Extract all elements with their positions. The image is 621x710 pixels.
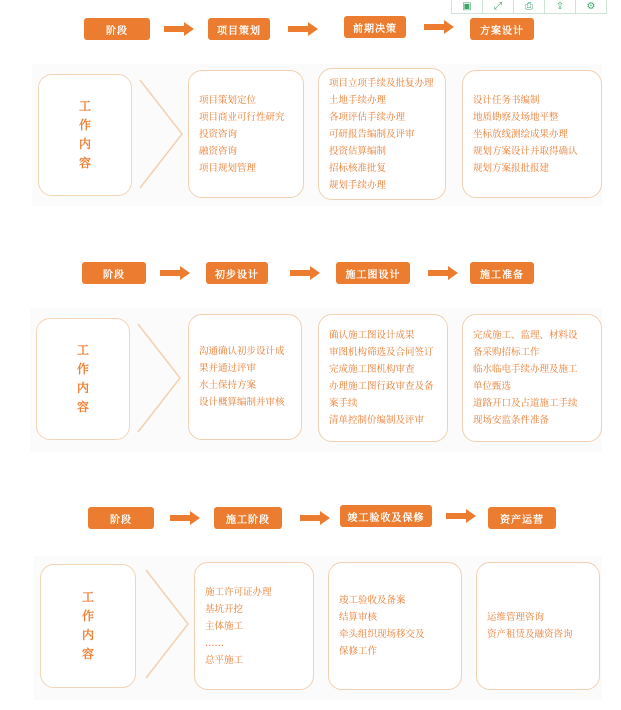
print-icon[interactable]: ⎙ [514,0,545,14]
arrow-right-icon [164,22,194,36]
list-item: 设计概算编制并审核 [199,397,285,408]
list-item: 投资估算编制 [329,145,387,157]
stage-label: 阶段 [82,262,146,284]
settings-icon[interactable]: ⚙ [576,0,607,14]
list-item: 投资咨询 [199,128,238,140]
label-char: 容 [76,400,89,414]
list-item: 资产租赁及融资咨询 [487,629,573,640]
list-item: 结算审核 [339,612,378,623]
label-char: 工 [78,99,91,113]
chevron-right-icon [134,320,184,436]
arrow-right-icon [424,20,454,34]
content-box-construction-prep [462,314,602,442]
list-item: 土地手续办理 [329,94,387,106]
list-item: 临水临电手续办理及施工 [473,364,578,375]
stage-scheme-design: 方案设计 [470,18,534,40]
label-char: 作 [76,362,89,376]
label-char: 工 [81,590,94,604]
list-item: 项目规划管理 [199,162,257,174]
arrow-right-icon [300,511,330,525]
list-item: …… [205,637,224,649]
stage-asset-operation: 资产运营 [488,507,556,529]
list-item: 坐标放线测绘成果办理 [473,128,569,140]
arrow-right-icon [170,511,200,525]
list-item: 运维管理咨询 [487,612,545,623]
list-item: 地质勘察及场地平整 [473,111,559,123]
list-item: 总平施工 [205,654,244,666]
stage-label: 阶段 [88,507,154,529]
content-box-preliminary-design [188,314,302,440]
stage-construction-preparation: 施工准备 [470,262,534,284]
arrow-right-icon [428,266,458,280]
list-item: 设计任务书编制 [473,94,540,106]
content-box-scheme [462,70,602,198]
content-box-construction-drawing [318,314,448,442]
content-box-planning [188,70,304,198]
arrow-right-icon [446,509,476,523]
list-item: 清单控制价编制及评审 [329,415,425,426]
label-char: 工 [76,343,89,357]
work-content-label [36,318,130,440]
stage-construction-drawing: 施工图设计 [336,262,410,284]
list-item: 完成施工图机构审查 [329,364,415,375]
list-item: 规划方案报批报建 [473,162,550,174]
list-item: 施工许可证办理 [205,586,272,598]
list-item: 竣工验收及备案 [339,595,406,606]
list-item: 主体施工 [205,620,244,632]
arrow-right-icon [160,266,190,280]
work-content-label [38,74,132,196]
save-icon[interactable]: ▣ [451,0,483,14]
list-item: 完成施工、监理、材料设 [473,330,578,341]
label-char: 内 [76,381,89,395]
list-item: 融资咨询 [199,145,238,157]
list-item: 保修工作 [339,646,378,657]
list-item: 规划方案设计并取得确认 [473,145,578,157]
stage-construction: 施工阶段 [214,507,282,529]
list-item: 道路开口及占道施工手续 [473,398,578,409]
list-item: 各项评估手续办理 [329,111,406,123]
label-char: 作 [78,118,91,132]
list-item: 案手续 [329,398,358,409]
list-item: 确认施工图设计成果 [329,330,415,341]
stage-preliminary-decision: 前期决策 [344,16,406,38]
work-content-label [40,564,136,688]
label-char: 作 [81,609,94,623]
arrow-right-icon [290,266,320,280]
toolbar [451,0,607,14]
stage-project-planning: 项目策划 [208,18,270,40]
label-char: 内 [81,628,94,642]
stage-label: 阶段 [84,18,150,40]
expand-icon[interactable]: ⤢ [483,0,514,14]
chevron-right-icon [142,566,192,682]
content-box-asset-operation [476,562,600,690]
list-item: 办理施工图行政审查及备 [329,381,434,392]
content-box-completion [328,562,462,690]
share-icon[interactable]: ⇪ [545,0,576,14]
list-item: 招标核准批复 [329,162,387,174]
stage-completion-acceptance: 竣工验收及保修 [340,505,432,527]
list-item: 项目商业可行性研究 [199,111,285,123]
label-char: 内 [78,137,91,151]
list-item: 牵头组织现场移交及 [339,629,425,640]
list-item: 果并通过评审 [199,363,257,374]
stage-preliminary-design: 初步设计 [206,262,268,284]
content-box-construction [194,562,314,690]
list-item: 单位甄选 [473,381,512,392]
list-item: 基坑开挖 [205,603,244,615]
list-item: 项目立项手续及批复办理 [329,77,434,89]
list-item: 备采购招标工作 [473,347,540,358]
list-item: 水土保持方案 [199,380,257,391]
label-char: 容 [81,647,94,661]
content-box-preliminary [318,68,446,200]
list-item: 规划手续办理 [329,179,387,191]
list-item: 项目策划定位 [199,94,257,106]
list-item: 现场安监条件准备 [473,415,550,426]
arrow-right-icon [288,22,318,36]
label-char: 容 [78,156,91,170]
list-item: 可研报告编制及评审 [329,128,415,140]
list-item: 审图机构筛选及合同签订 [329,347,434,358]
list-item: 沟通确认初步设计成 [199,346,285,357]
chevron-right-icon [136,76,186,192]
